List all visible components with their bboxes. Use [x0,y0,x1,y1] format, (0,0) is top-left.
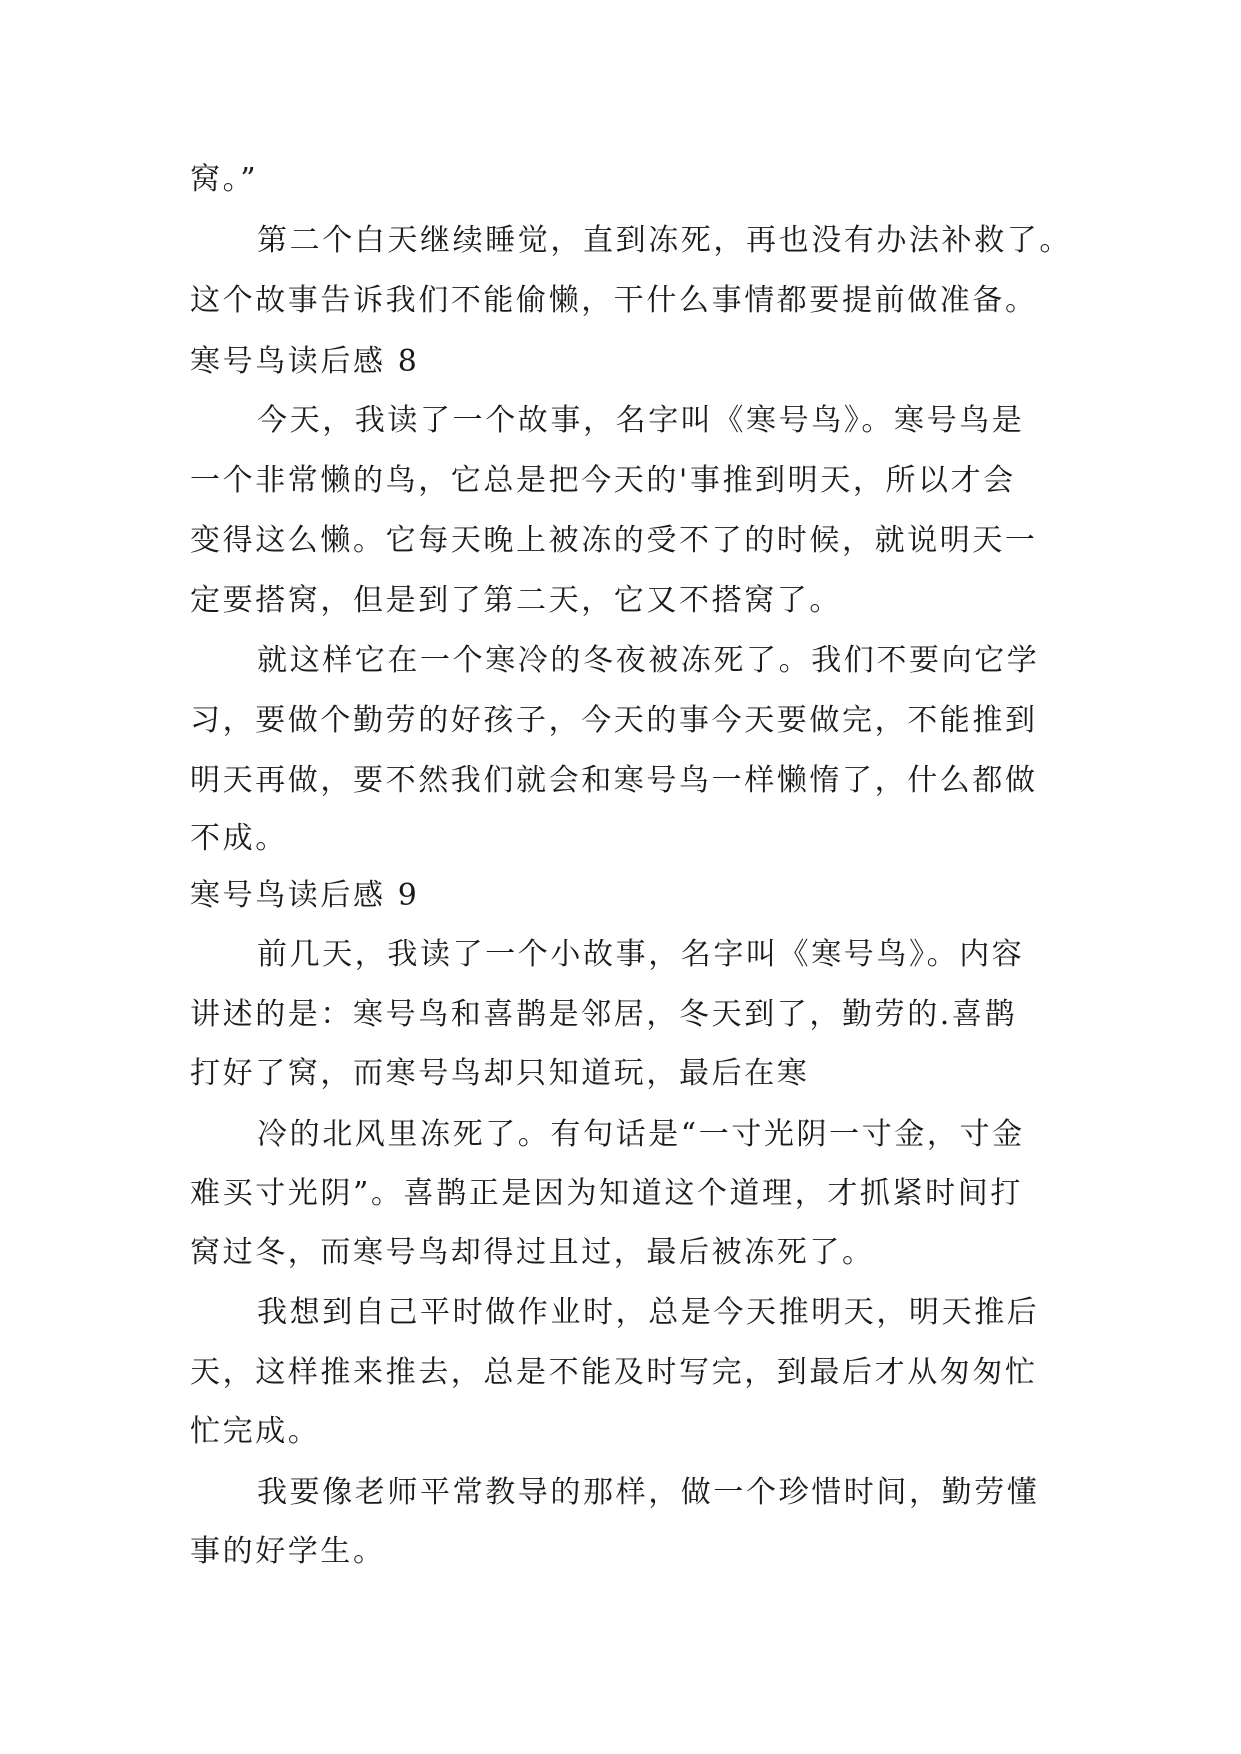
text-line: 就这样它在一个寒冷的冬夜被冻死了。我们不要向它学 [257,643,1040,678]
text-line: 我要像老师平常教导的那样，做一个珍惜时间，勤劳懂 [257,1475,1040,1510]
text-line: 打好了窝，而寒号鸟却只知道玩，最后在寒 [190,1056,810,1091]
text-line: 变得这么懒。它每天晚上被冻的受不了的时候，就说明天一 [190,523,1038,558]
text-line: 我想到自己平时做作业时，总是今天推明天，明天推后 [257,1295,1040,1330]
text-line: 这个故事告诉我们不能偷懒，干什么事情都要提前做准备。 [190,283,1038,318]
text-line: 明天再做，要不然我们就会和寒号鸟一样懒惰了，什么都做 [190,763,1038,798]
text-line: 讲述的是：寒号鸟和喜鹊是邻居，冬天到了，勤劳的.喜鹊 [190,997,1018,1032]
text-line: 难买寸光阴”。喜鹊正是因为知道这个道理，才抓紧时间打 [190,1176,1023,1211]
text-line: 天，这样推来推去，总是不能及时写完，到最后才从匆匆忙 [190,1355,1038,1390]
text-line: 今天，我读了一个故事，名字叫《寒号鸟》。寒号鸟是 [257,403,1025,438]
text-line: 窝。” [190,162,259,197]
text-line: 事的好学生。 [190,1534,386,1569]
text-line: 定要搭窝，但是到了第二天，它又不搭窝了。 [190,583,842,618]
text-line: 冷的北风里冻死了。有句话是“一寸光阴一寸金，寸金 [257,1117,1025,1152]
text-line: 第二个白天继续睡觉，直到冻死，再也没有办法补救了。 [257,223,1072,258]
text-line: 忙完成。 [190,1414,321,1449]
text-line: 前几天，我读了一个小故事，名字叫《寒号鸟》。内容 [257,937,1025,972]
section-heading: 寒号鸟读后感 8 [190,344,420,379]
text-line: 一个非常懒的鸟，它总是把今天的'事推到明天，所以才会 [190,463,1016,498]
section-heading: 寒号鸟读后感 9 [190,878,420,913]
text-line: 不成。 [190,821,288,856]
text-line: 窝过冬，而寒号鸟却得过且过，最后被冻死了。 [190,1235,875,1270]
text-line: 习，要做个勤劳的好孩子，今天的事今天要做完，不能推到 [190,703,1038,738]
